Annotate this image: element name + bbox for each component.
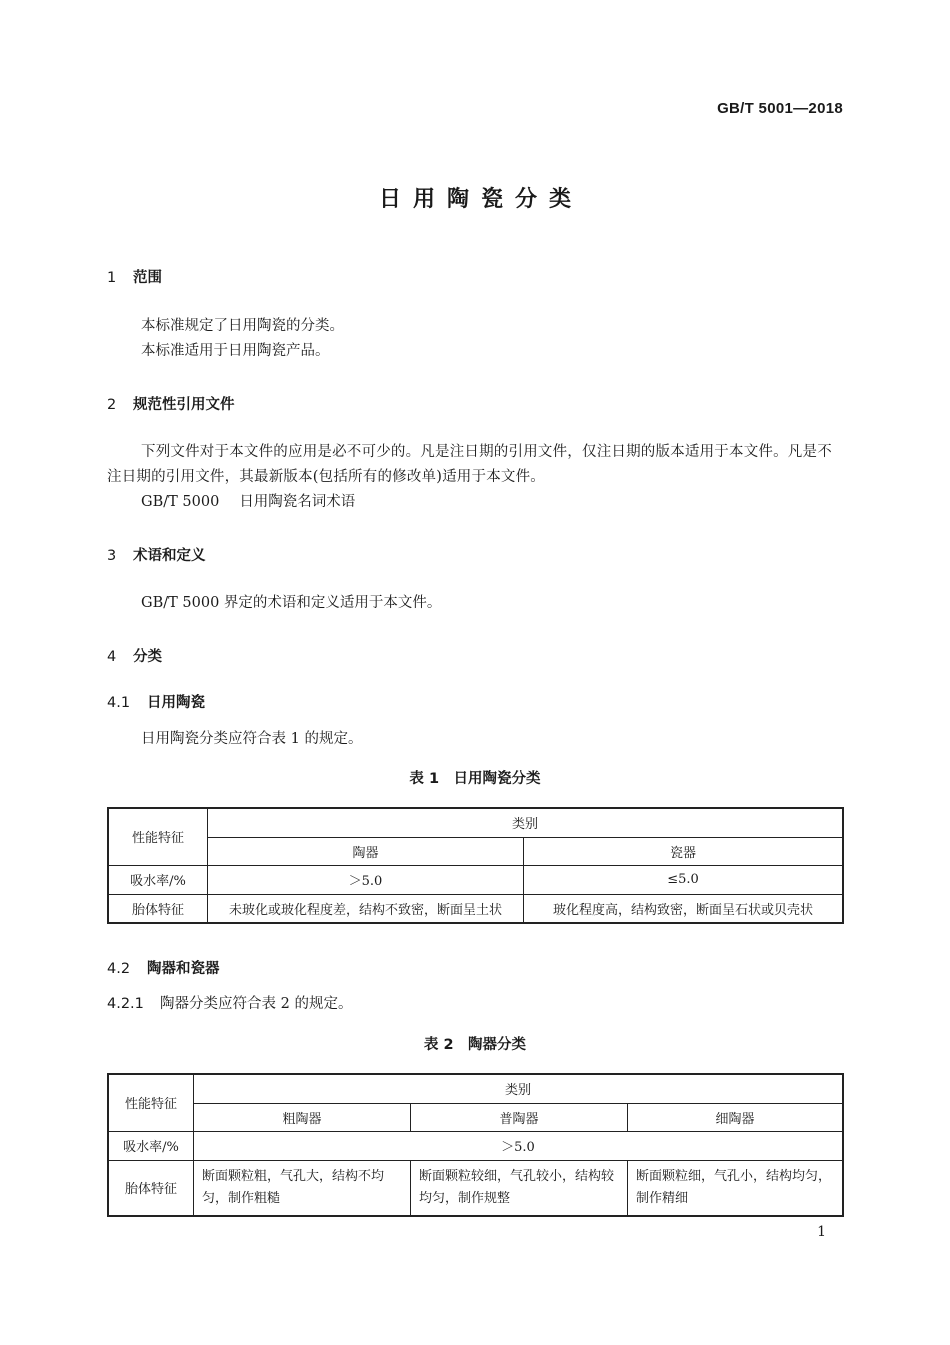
column-porcelain: 瓷器 — [524, 837, 844, 865]
column-fine-pottery: 细陶器 — [628, 1103, 844, 1131]
table-cell: ＞5.0 — [194, 1131, 844, 1160]
section-2-heading — [107, 393, 235, 414]
table-2-caption: 表 2 陶器分类 — [423, 1037, 527, 1053]
clause-4-2-1 — [107, 992, 843, 1017]
table-2 — [107, 1073, 844, 1217]
section-4-1-heading — [107, 691, 205, 712]
row-label: 吸水率/% — [108, 865, 208, 894]
header-feature: 性能特征 — [108, 1074, 194, 1131]
section-title: 规范性引用文件 — [133, 397, 235, 413]
reference-code: GB/T 5000 — [141, 494, 220, 510]
section-3-heading — [107, 544, 206, 565]
section-title: 范围 — [133, 270, 162, 286]
section-title: 术语和定义 — [133, 548, 206, 564]
section-number: 4 — [107, 649, 117, 665]
row-label: 胎体特征 — [108, 894, 208, 923]
table-1-caption: 表 1 日用陶瓷分类 — [409, 771, 541, 787]
column-pottery: 陶器 — [208, 837, 524, 865]
column-coarse-pottery: 粗陶器 — [194, 1103, 411, 1131]
table-cell: ≤5.0 — [524, 865, 844, 894]
header-category: 类别 — [208, 808, 844, 837]
paragraph: GB/T 5000 界定的术语和定义适用于本文件。 — [141, 595, 442, 611]
section-number: 4.2 — [107, 961, 131, 977]
section-title: 分类 — [133, 649, 162, 665]
clause-text: 陶器分类应符合表 2 的规定。 — [160, 996, 353, 1012]
page-number: 1 — [817, 1224, 826, 1240]
header-feature: 性能特征 — [108, 808, 208, 865]
section-1-heading — [107, 266, 162, 287]
section-number: 2 — [107, 397, 117, 413]
section-number: 3 — [107, 548, 117, 564]
column-ordinary-pottery: 普陶器 — [411, 1103, 628, 1131]
section-number: 1 — [107, 270, 117, 286]
table-cell: 断面颗粒较细，气孔较小，结构较均匀，制作规整 — [411, 1160, 628, 1216]
section-4-heading — [107, 645, 162, 666]
row-label: 吸水率/% — [108, 1131, 194, 1160]
section-number: 4.1 — [107, 695, 131, 711]
row-label: 胎体特征 — [108, 1160, 194, 1216]
section-title: 陶器和瓷器 — [147, 961, 220, 977]
reference-name: 日用陶瓷名词术语 — [239, 494, 356, 510]
normative-reference — [141, 490, 877, 515]
table-1 — [107, 807, 844, 924]
paragraph: 本标准规定了日用陶瓷的分类。 — [141, 318, 344, 334]
paragraph: 本标准适用于日用陶瓷产品。 — [141, 343, 330, 359]
section-title: 日用陶瓷 — [147, 695, 205, 711]
clause-number: 4.2.1 — [107, 996, 144, 1012]
section-4-2-heading — [107, 957, 220, 978]
document-title: 日用陶瓷分类 — [378, 187, 583, 212]
table-cell: 断面颗粒粗，气孔大，结构不均匀，制作粗糙 — [194, 1160, 411, 1216]
table-cell: ＞5.0 — [208, 865, 524, 894]
paragraph: 下列文件对于本文件的应用是必不可少的。凡是注日期的引用文件，仅注日期的版本适用于本文件。凡是不注日期的引用文件，其最新版本(包括所有的修改单)适用于本文件。 — [107, 444, 832, 485]
standard-code: GB/T 5001—2018 — [717, 100, 843, 117]
table-cell: 未玻化或玻化程度差，结构不致密，断面呈土状 — [208, 894, 524, 923]
paragraph: 日用陶瓷分类应符合表 1 的规定。 — [141, 731, 363, 747]
table-cell: 玻化程度高，结构致密，断面呈石状或贝壳状 — [524, 894, 844, 923]
header-category: 类别 — [194, 1074, 844, 1103]
table-cell: 断面颗粒细，气孔小，结构均匀，制作精细 — [628, 1160, 844, 1216]
